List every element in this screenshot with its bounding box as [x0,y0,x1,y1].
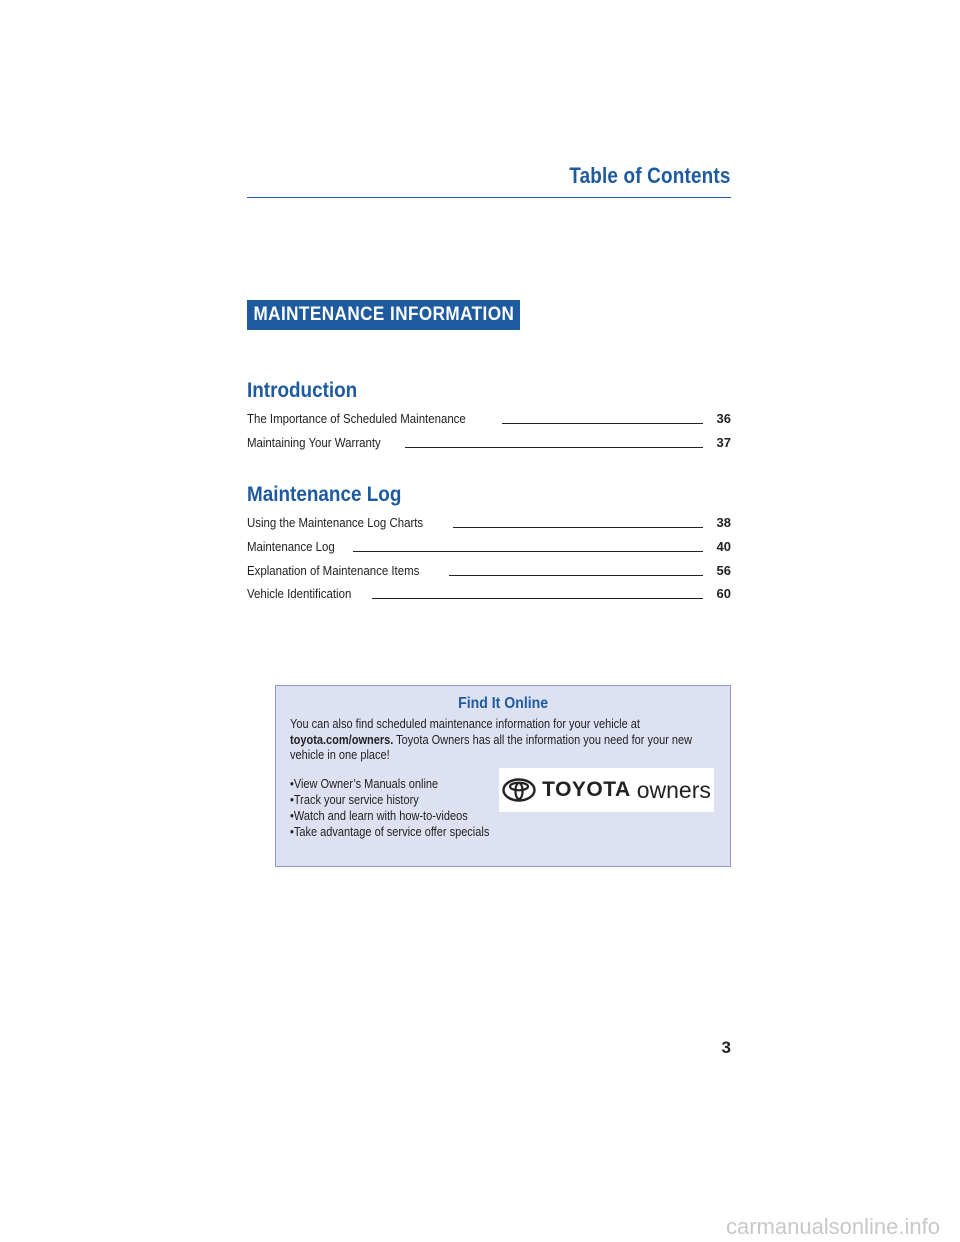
group-heading-introduction: Introduction [247,379,358,402]
toyota-owners-link[interactable]: toyota.com/owners. [290,732,394,747]
list-item: •Watch and learn with how-to-videos [290,809,468,823]
toc-entry-label: Vehicle Identification [247,586,352,601]
toc-entry-label: Using the Maintenance Log Charts [247,515,424,530]
toyota-emblem-icon [502,778,536,802]
toc-entry-page: 56 [716,563,731,578]
toc-leader-line [353,550,703,552]
toc-entry-label: Explanation of Maintenance Items [247,563,420,578]
toc-entry-page: 60 [716,586,731,601]
toc-entry-page: 38 [716,515,731,530]
toc-entry[interactable] [247,514,731,530]
toyota-owners-logo [499,768,714,812]
page-title: Table of Contents [569,163,731,188]
toc-entry-page: 36 [716,411,731,426]
toc-entry[interactable] [247,410,731,426]
toc-leader-line [405,446,703,448]
toc-leader-line [449,574,703,576]
toc-entry-label: Maintaining Your Warranty [247,435,381,450]
header-divider [247,197,731,198]
list-item: •Track your service history [290,793,419,807]
find-online-intro: You can also find scheduled maintenance information for your vehicle at [290,717,640,731]
find-online-title-text: Find It Online [458,695,548,712]
group-heading-maintenance-log: Maintenance Log [247,483,402,506]
find-online-rest: Toyota Owners has all the information you need for your new vehicle in one place! [290,732,693,762]
toc-entry[interactable] [247,585,731,601]
toc-entry-label: The Importance of Scheduled Maintenance [247,411,466,426]
toc-leader-line [502,422,703,424]
watermark: carmanualsonline.info [725,1214,940,1239]
page-number: 3 [721,1038,731,1057]
toc-entry-page: 40 [716,539,731,554]
toc-entry-label: Maintenance Log [247,539,335,554]
logo-suffix-text: owners [636,776,711,803]
toc-entry[interactable] [247,434,731,450]
find-online-bullets [290,776,519,840]
toc-leader-line [453,526,702,528]
find-online-panel [275,685,731,867]
find-online-description [290,717,704,764]
toc-entry-page: 37 [716,435,731,450]
toc-entry[interactable] [247,562,731,578]
toc-leader-line [372,597,703,599]
logo-brand-text: TOYOTA [542,778,631,801]
section-banner [247,300,520,330]
find-online-title [276,695,730,713]
list-item: •View Owner’s Manuals online [290,777,439,791]
section-banner-label: MAINTENANCE INFORMATION [253,304,514,325]
toc-entry[interactable] [247,538,731,554]
list-item: •Take advantage of service offer specials [290,825,490,839]
